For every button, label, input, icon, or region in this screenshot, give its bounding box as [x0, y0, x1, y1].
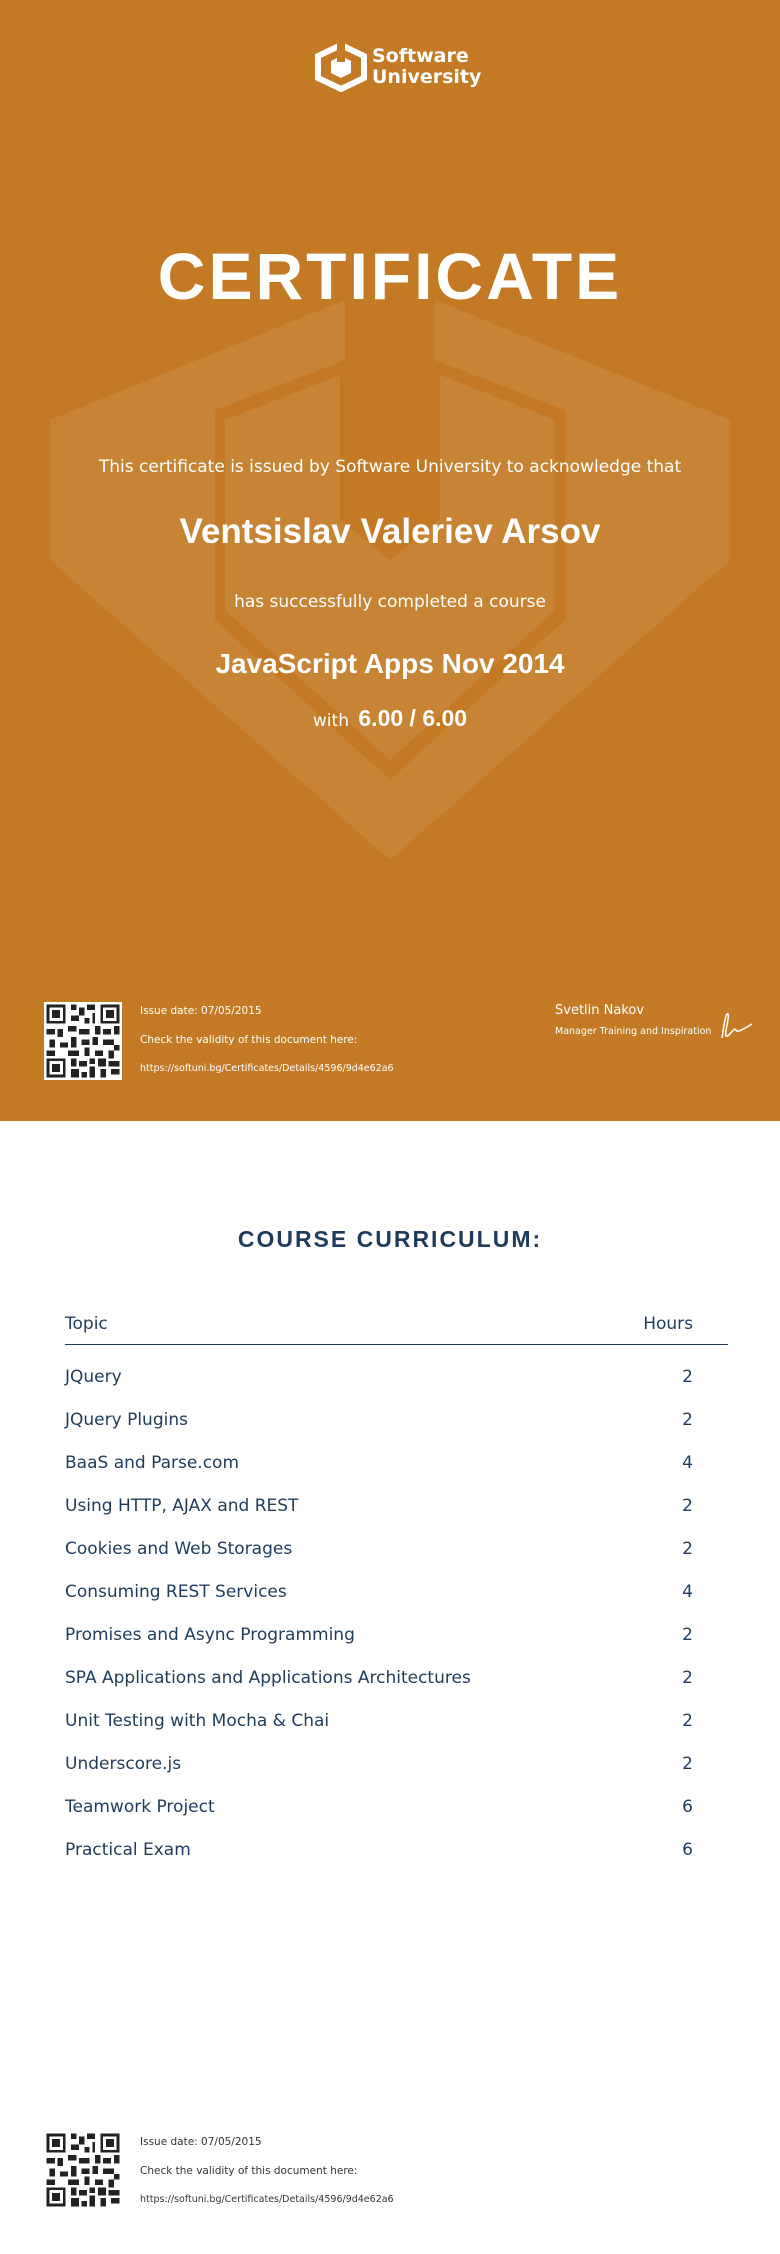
table-row: [65, 1797, 728, 1840]
row-hours: 2: [682, 1496, 693, 1516]
topic-column-header: Topic: [65, 1314, 108, 1334]
validity-text: Check the validity of this document here:: [140, 1034, 358, 1046]
validity-text: Check the validity of this document here:: [140, 2165, 358, 2177]
logo-text: [372, 46, 481, 88]
table-row: [65, 1754, 728, 1797]
row-hours: 6: [682, 1840, 693, 1860]
row-hours: 2: [682, 1754, 693, 1774]
row-hours: 6: [682, 1797, 693, 1817]
qr-code-icon: [44, 1002, 122, 1080]
recipient-name: Ventsislav Valeriev Arsov: [179, 512, 601, 551]
course-name: JavaScript Apps Nov 2014: [215, 648, 565, 679]
row-hours: 4: [682, 1582, 693, 1602]
curriculum-table: [65, 1367, 728, 1883]
row-topic: Underscore.js: [65, 1754, 182, 1774]
row-hours: 2: [682, 1711, 693, 1731]
row-topic: Unit Testing with Mocha & Chai: [65, 1711, 330, 1731]
certificate-page: [0, 0, 780, 1121]
softuni-watermark-icon: [0, 0, 780, 1121]
row-hours: 2: [682, 1367, 693, 1387]
certificate-intro: This certificate is issued by Software University to acknowledge that: [98, 457, 682, 477]
signer-name: Svetlin Nakov: [555, 1003, 645, 1018]
row-topic: JQuery: [65, 1367, 122, 1387]
curriculum-table-header: [65, 1314, 728, 1345]
qr-code-icon: [44, 2131, 122, 2209]
grade-line: [0, 705, 780, 732]
signature-icon: [716, 1004, 756, 1044]
row-topic: BaaS and Parse.com: [65, 1453, 240, 1473]
logo-line-2: University: [372, 66, 482, 88]
table-row: [65, 1410, 728, 1453]
row-hours: 2: [682, 1539, 693, 1559]
table-row: [65, 1582, 728, 1625]
row-hours: 4: [682, 1453, 693, 1473]
validity-url-link[interactable]: https://softuni.bg/Certificates/Details/4596/9d4e62a6: [140, 1063, 394, 1074]
software-university-logo: [314, 42, 481, 92]
table-row: [65, 1496, 728, 1539]
table-row: [65, 1840, 728, 1883]
hours-column-header: Hours: [643, 1314, 693, 1334]
table-row: [65, 1539, 728, 1582]
grade-prefix: with: [312, 711, 349, 731]
row-topic: Consuming REST Services: [65, 1582, 287, 1602]
row-topic: SPA Applications and Applications Architectures: [65, 1668, 471, 1688]
table-row: [65, 1625, 728, 1668]
signer-block: [555, 1003, 711, 1037]
row-hours: 2: [682, 1668, 693, 1688]
softuni-logo-icon: [314, 42, 368, 92]
table-row: [65, 1367, 728, 1410]
table-row: [65, 1453, 728, 1496]
row-hours: 2: [682, 1410, 693, 1430]
row-topic: Teamwork Project: [65, 1797, 215, 1817]
logo-line-1: Software: [372, 45, 469, 67]
certificate-title: CERTIFICATE: [157, 239, 623, 313]
issue-date: Issue date: 07/05/2015: [140, 1005, 262, 1017]
validity-url-link[interactable]: https://softuni.bg/Certificates/Details/4596/9d4e62a6: [140, 2194, 394, 2205]
table-row: [65, 1668, 728, 1711]
row-topic: Practical Exam: [65, 1840, 191, 1860]
table-row: [65, 1711, 728, 1754]
issue-date: Issue date: 07/05/2015: [140, 2136, 262, 2148]
row-topic: JQuery Plugins: [65, 1410, 188, 1430]
curriculum-title: COURSE CURRICULUM:: [237, 1226, 543, 1252]
grade-value: 6.00 / 6.00: [358, 705, 468, 731]
row-topic: Using HTTP, AJAX and REST: [65, 1496, 299, 1516]
signer-role: Manager Training and Inspiration: [555, 1026, 712, 1037]
row-hours: 2: [682, 1625, 693, 1645]
row-topic: Promises and Async Programming: [65, 1625, 355, 1645]
row-topic: Cookies and Web Storages: [65, 1539, 293, 1559]
completed-text: has successfully completed a course: [234, 592, 546, 612]
